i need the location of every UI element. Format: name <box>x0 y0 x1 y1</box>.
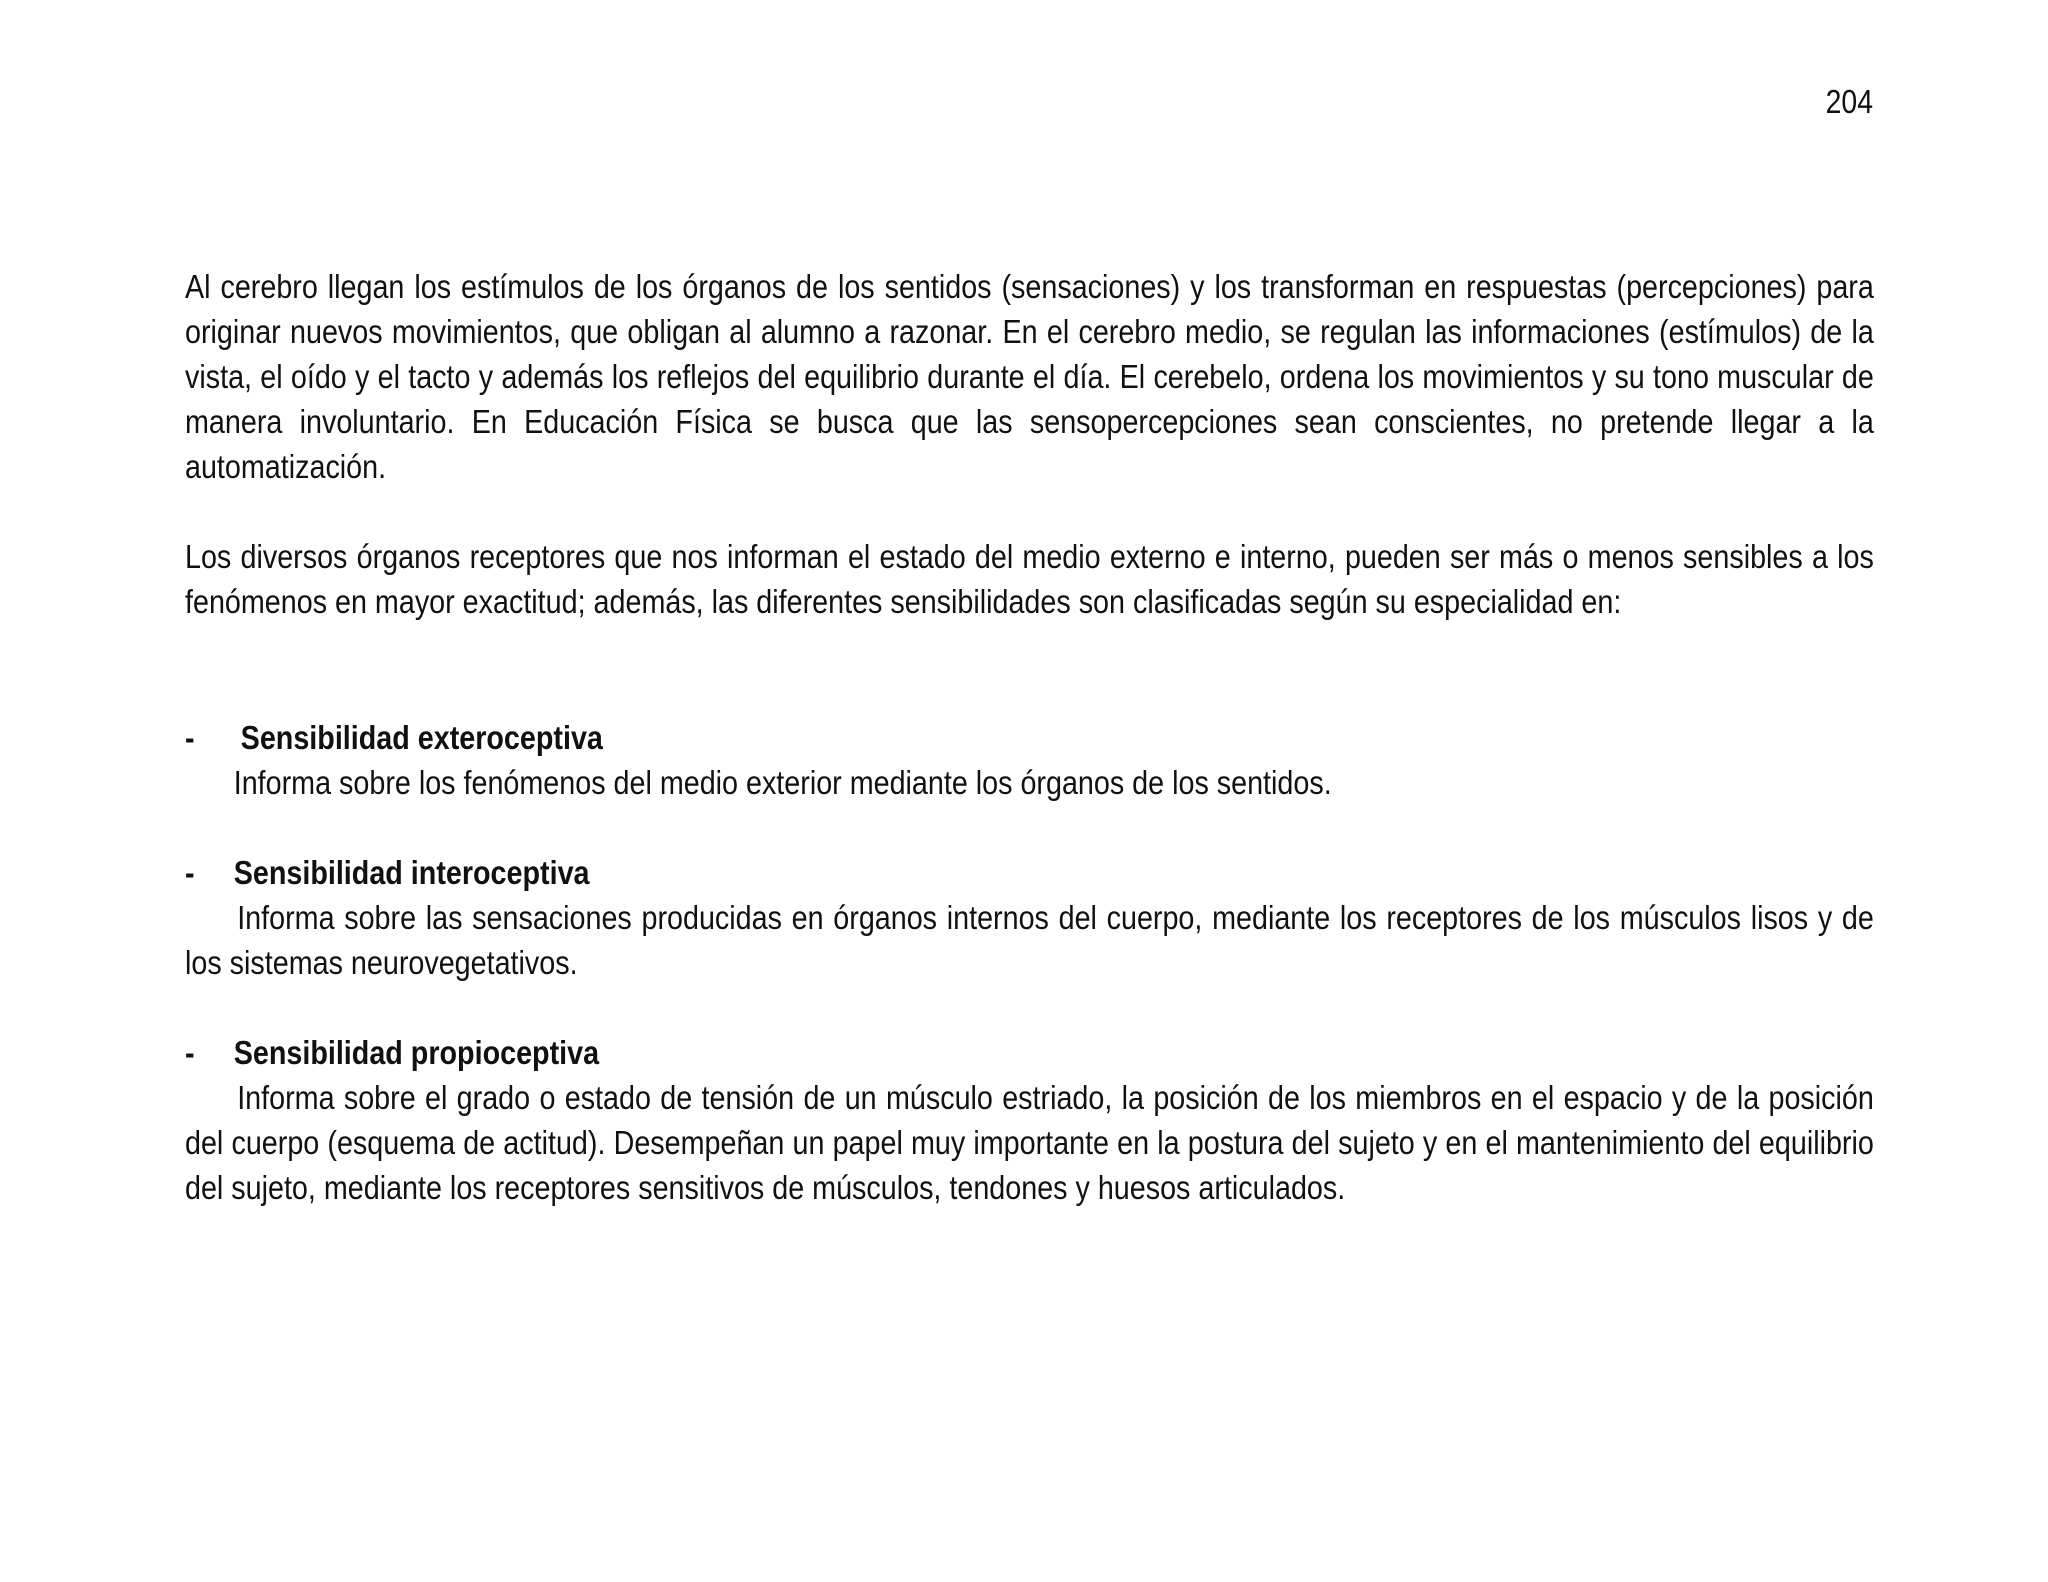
list-item-title: Sensibilidad interoceptiva <box>233 854 590 891</box>
paragraph: Al cerebro llegan los estímulos de los órganos de los sentidos (sensaciones) y los transforman en respuestas (percepciones) para originar nuevos movimientos, que obligan al alumno a razonar. En el cerebro medio, se regulan las informaciones (estímulos) de la vista, el oído y el tacto y además los reflejos del equilibrio durante el día. El cerebelo, ordena los movimientos y su tono muscular de manera involuntario. En Educación Física se busca que las sensopercepciones sean conscientes, no pretende llegar a la automatización. <box>185 268 1874 485</box>
paragraph-container <box>185 264 1873 489</box>
list-item-title: Sensibilidad propioceptiva <box>233 1034 600 1071</box>
list-item-title: Sensibilidad exteroceptiva <box>240 719 603 756</box>
page-number: 204 <box>1825 83 1873 120</box>
list-item-heading <box>185 850 1654 895</box>
paragraph: Los diversos órganos receptores que nos informan el estado del medio externo e interno, pueden ser más o menos sensibles a los fenómenos en mayor exactitud; además, las diferentes sensibilidades son clasificadas según su especialidad en: <box>185 538 1874 620</box>
list-item-body <box>185 1075 1873 1210</box>
list-item-heading <box>185 715 1654 760</box>
bullet-dash: - <box>185 719 195 756</box>
bullet-dash: - <box>185 854 195 891</box>
list-item-text: Informa sobre las sensaciones producidas en órganos internos del cuerpo, mediante los receptores de los músculos lisos y de los sistemas neurovegetativos. <box>185 899 1874 981</box>
paragraph-container <box>185 534 1873 669</box>
list-item-body <box>185 895 1873 985</box>
bullet-dash: - <box>185 1034 195 1071</box>
list-item-body <box>185 760 1873 805</box>
list-item-text: Informa sobre el grado o estado de tensión de un músculo estriado, la posición de los miembros en el espacio y de la posición del cuerpo (esquema de actitud). Desempeñan un papel muy importante en la postura del sujeto y en el mantenimiento del equilibrio del sujeto, mediante los receptores sensitivos de músculos, tendones y huesos articulados. <box>185 1079 1874 1206</box>
list-item-text: Informa sobre los fenómenos del medio exterior mediante los órganos de los sentidos. <box>233 764 1332 801</box>
document-body <box>185 264 1873 1210</box>
list-item-heading <box>185 1030 1654 1075</box>
